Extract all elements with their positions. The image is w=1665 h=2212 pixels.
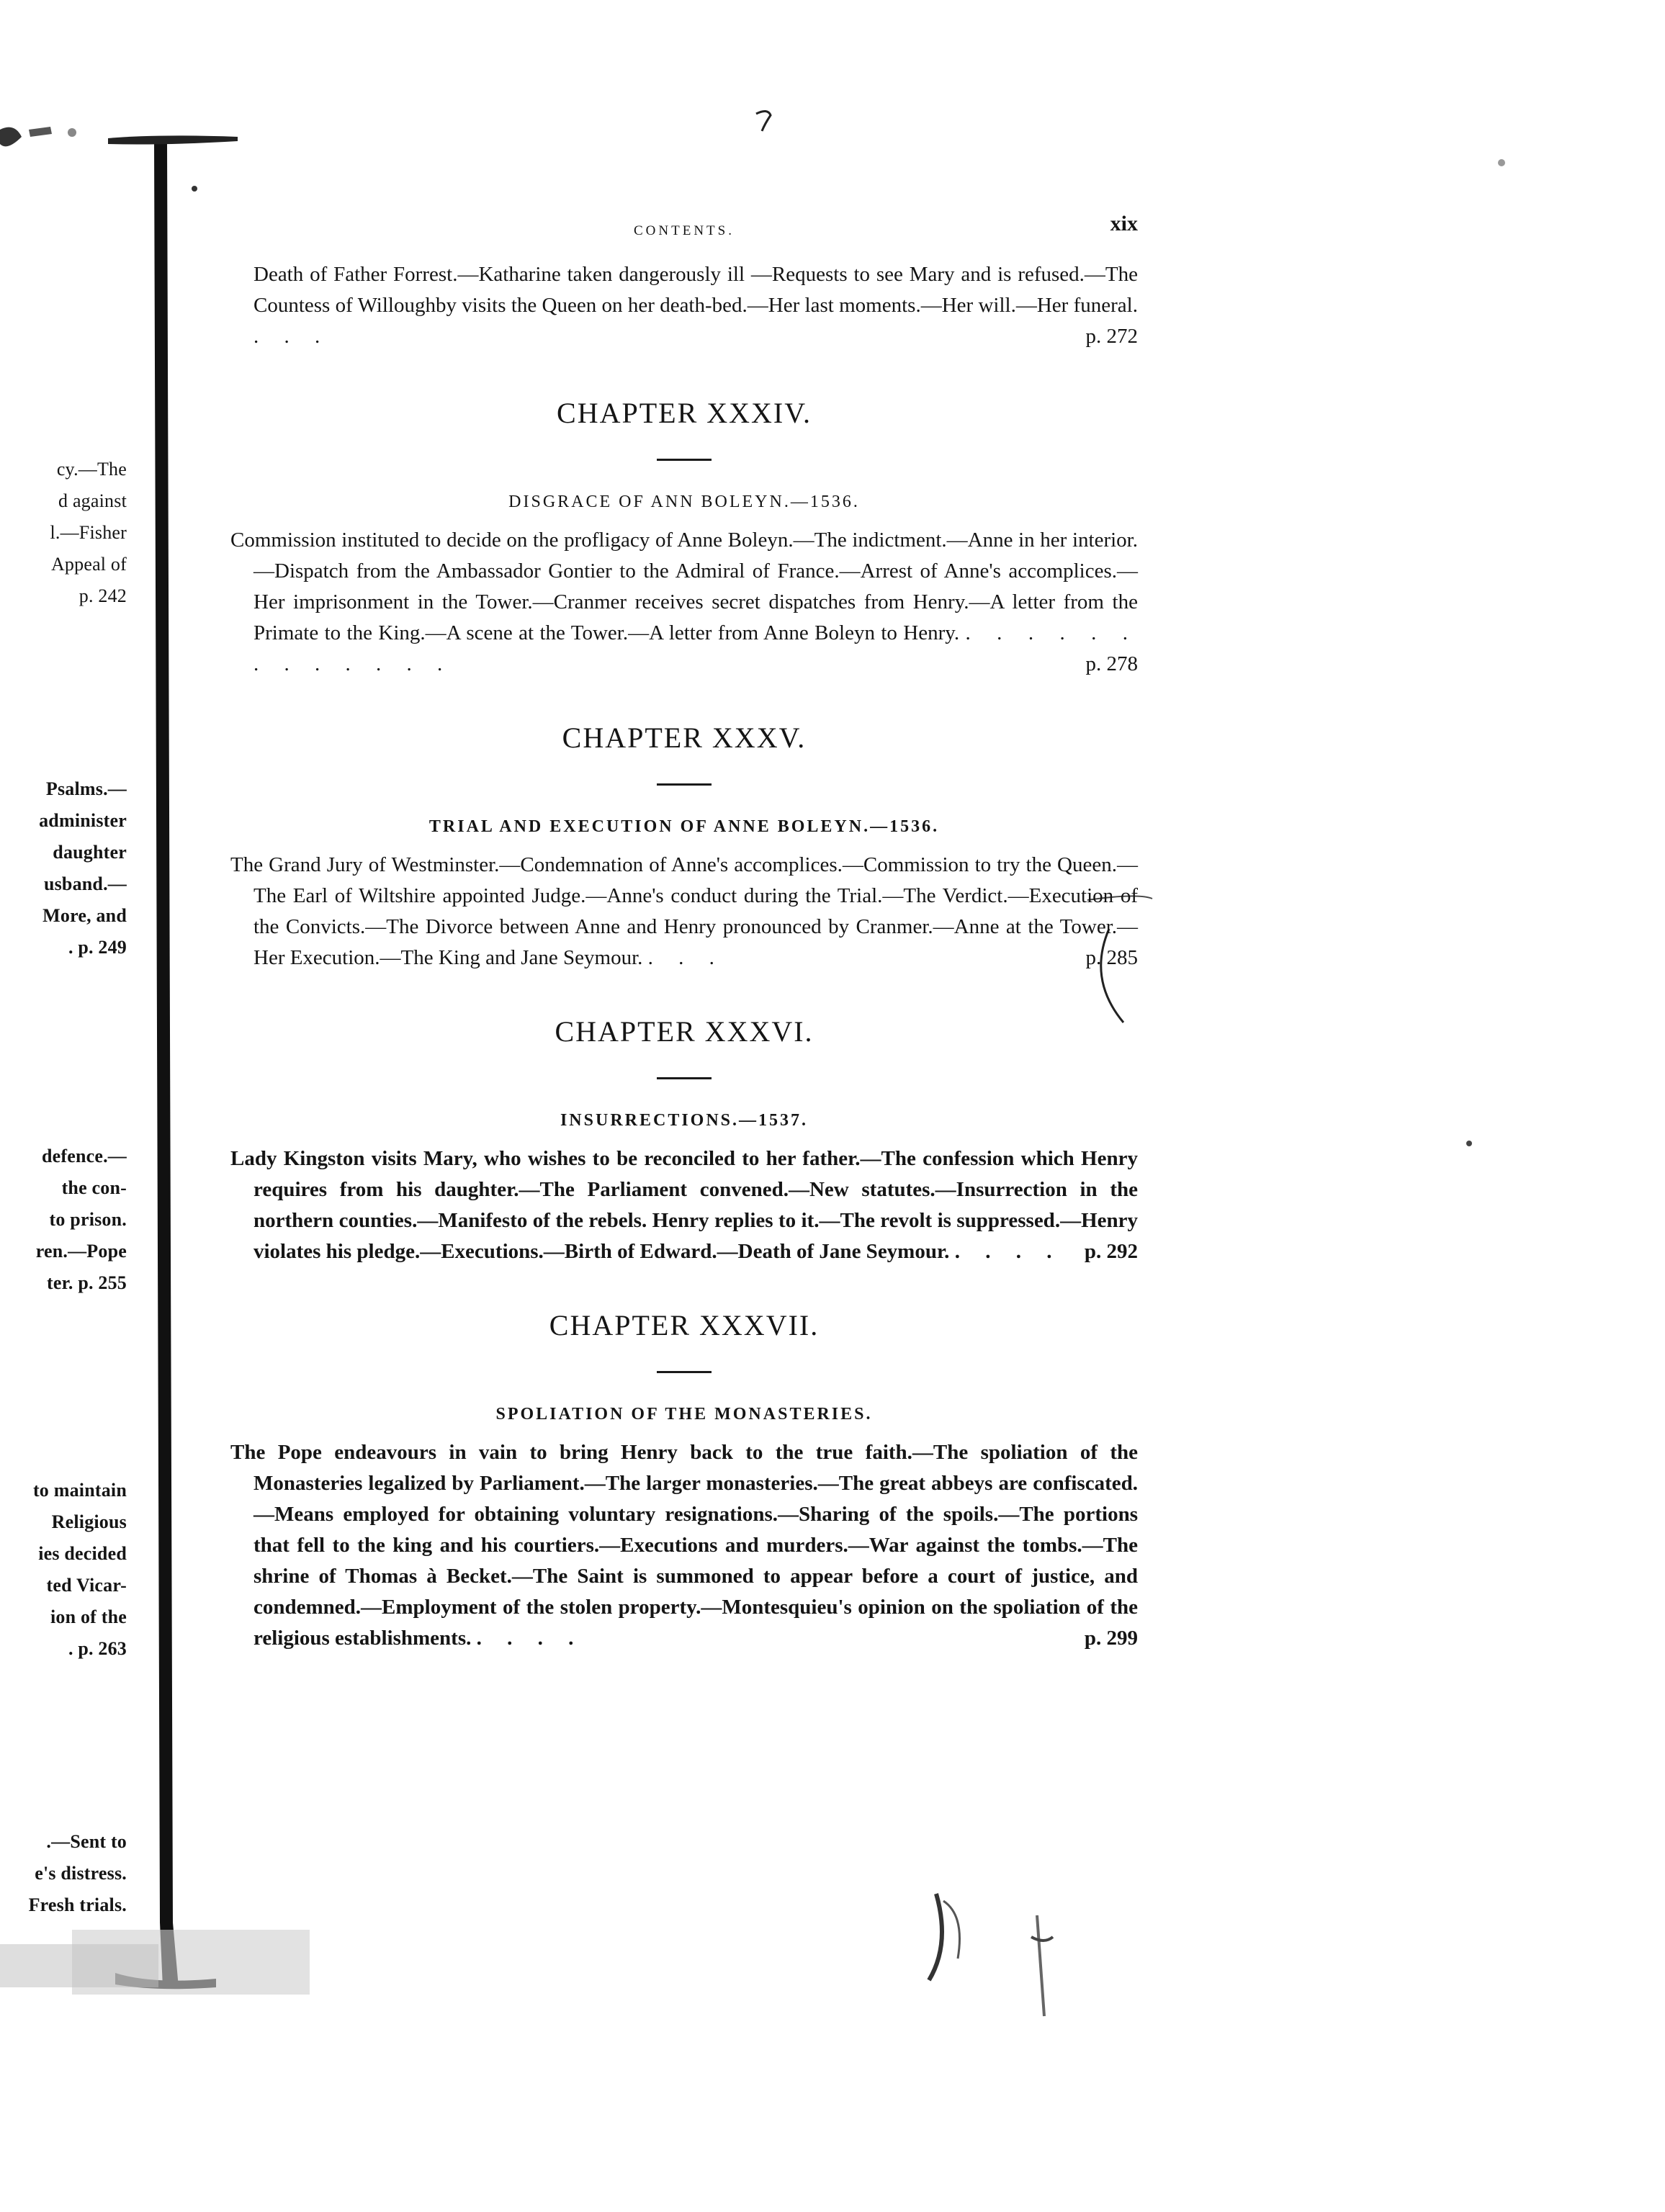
ink-smudge	[0, 127, 22, 147]
chapter-subtitle: SPOLIATION OF THE MONASTERIES.	[495, 1405, 873, 1424]
contents-page	[230, 209, 1138, 1654]
chapter-summary: The Pope endeavours in vain to bring Henry back to the true faith.—The spoliation of the Monasteries legalized by Parliament.—The larger monasteries.—The great abbeys are confiscated.—Means employed for obtaining voluntary resignations.—Sharing of the spoils.—The portions that fell to the king and his courtiers.—Executions and murders.—War against the tombs.—The shrine of Thomas à Becket.—The Saint is summoned to appear before a court of justice, and condemned.—Employment of the stolen property.—Montesquieu's opinion on the spoliation of the religious establishments. . . . . p. 299	[230, 1437, 1138, 1654]
running-head: CONTENTS.	[634, 223, 735, 238]
chapter-section	[230, 395, 1138, 680]
chapter-page: p. 285	[1085, 946, 1138, 969]
chapter-page: p. 299	[1084, 1627, 1138, 1650]
chapter-title: CHAPTER XXXIV.	[557, 397, 812, 429]
chapter-subtitle: DISGRACE OF ANN BOLEYN.—1536.	[508, 493, 860, 511]
chapter-rule	[657, 459, 712, 461]
chapter-summary: The Grand Jury of Westminster.—Condemnation of Anne's accomplices.—Commission to try the Queen.—The Earl of Wiltshire appointed Judge.—Anne's conduct during the Trial.—The Verdict.—Execution of the Convicts.—The Divorce between Anne and Henry pronounced by Cranmer.—Anne at the Tower.—Her Execution.—The King and Jane Seymour. . . . p. 285	[230, 850, 1138, 974]
intro-entry: Death of Father Forrest.—Katharine taken dangerously ill —Requests to see Mary and is refused.—The Countess of Willoughby visits the Queen on her death-bed.—Her last moments.—Her will.—Her funeral. . . . p. 272	[230, 259, 1138, 352]
chapter-title: CHAPTER XXXV.	[562, 721, 807, 754]
chapter-section	[230, 1014, 1138, 1267]
chapter-page: p. 292	[1084, 1240, 1138, 1263]
chapter-page: p. 278	[1085, 652, 1138, 675]
facing-page-fragment-5: .—Sent to e's distress. Fresh trials.	[28, 1831, 127, 1915]
chapter-rule	[657, 783, 712, 786]
page-number: xix	[1110, 212, 1138, 235]
chapter-summary: Commission instituted to decide on the profligacy of Anne Boleyn.—The indictment.—Anne in her interior.—Dispatch from the Ambassador Gontier to the Admiral of France.—Arrest of Anne's accomplices.—Her imprisonment in the Tower.—Cranmer receives secret dispatches from Henry.—A letter from the Primate to the King.—A scene at the Tower.—A letter from Anne Boleyn to Henry. . . . . . . . . . . . . . p. 278	[230, 525, 1138, 680]
chapter-summary: Lady Kingston visits Mary, who wishes to be reconciled to her father.—The confession which Henry requires from his daughter.—The Parliament convened.—New statutes.—Insurrection in the northern counties.—Manifesto of the rebels. Henry replies to it.—The revolt is suppressed.—Henry violates his pledge.—Executions.—Birth of Edward.—Death of Jane Seymour. . . . . p. 292	[230, 1143, 1138, 1267]
intro-entry-text: Death of Father Forrest.—Katharine taken dangerously ill —Requests to see Mary and is refused.—The Countess of Willoughby visits the Queen on her death-bed.—Her last moments.—Her will.—Her funeral.	[253, 263, 1138, 317]
page-header	[230, 209, 1138, 245]
facing-page-fragment-2: Psalms.— administer daughter usband.— More, and . p. 249	[39, 778, 127, 958]
chapter-title: CHAPTER XXXVII.	[549, 1309, 820, 1341]
chapter-section	[230, 1308, 1138, 1654]
chapter-title: CHAPTER XXXVI.	[555, 1015, 814, 1048]
facing-page-fragment-3: defence.— the con- to prison. ren.—Pope ter. p. 255	[35, 1146, 127, 1293]
chapter-subtitle: INSURRECTIONS.—1537.	[560, 1111, 809, 1130]
facing-page-fragment-1: cy.—The d against l.—Fisher Appeal of p. 242	[50, 459, 127, 606]
chapter-rule	[657, 1371, 712, 1373]
chapter-subtitle: TRIAL AND EXECUTION OF ANNE BOLEYN.—1536.	[428, 817, 940, 836]
chapter-section	[230, 720, 1138, 974]
binding-edge	[154, 141, 179, 1987]
intro-entry-page: p. 272	[1085, 325, 1138, 348]
chapter-rule	[657, 1077, 712, 1079]
facing-page-fragment-4: to maintain Religious ies decided ted Vicar- ion of the . p. 263	[32, 1480, 127, 1659]
